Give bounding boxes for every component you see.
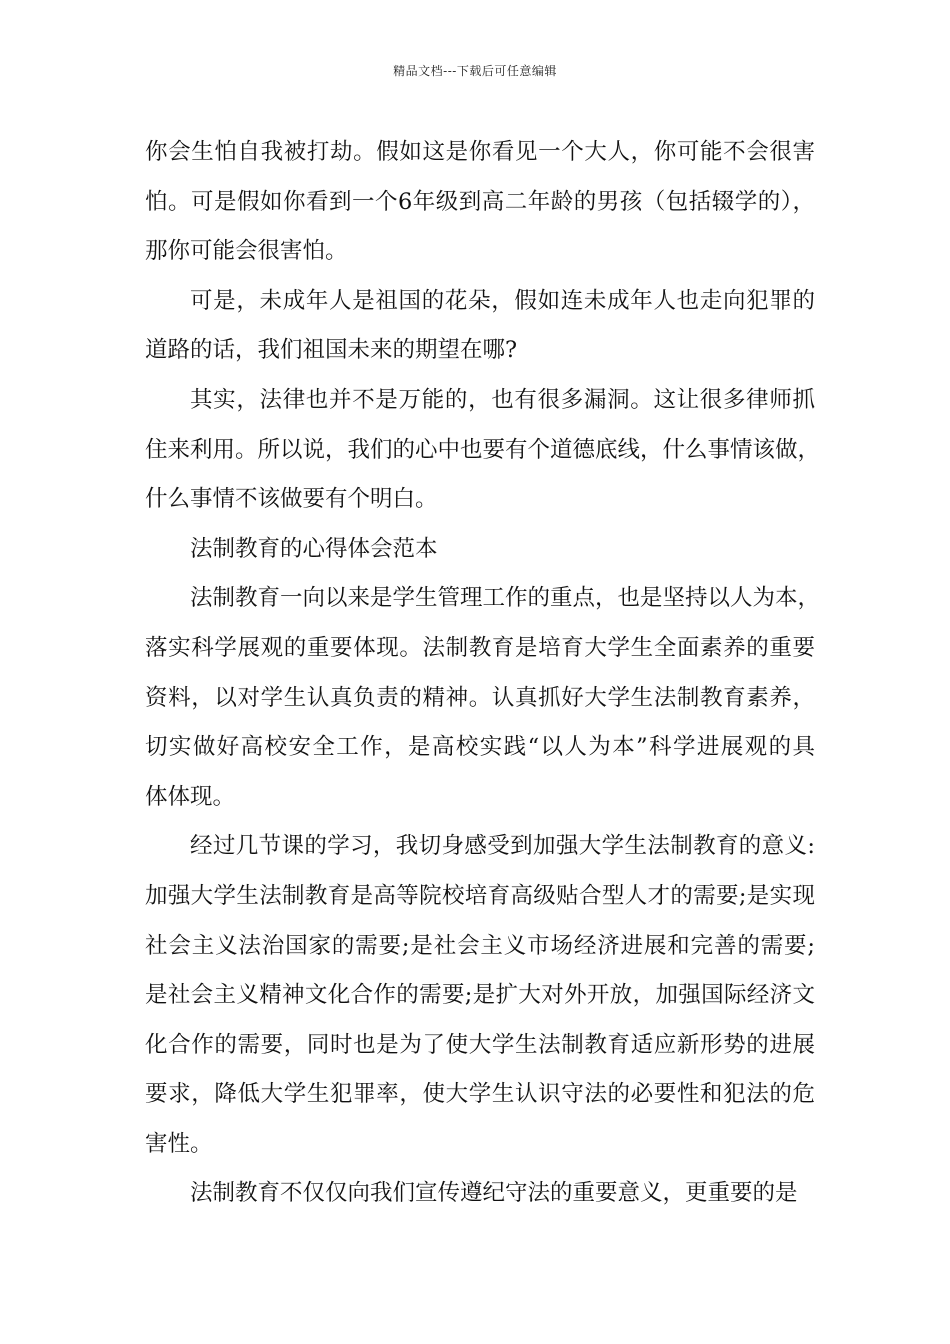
text-line: 体体现。 <box>145 783 236 810</box>
paragraph <box>145 822 815 1169</box>
text-line: 加强大学生法制教育是高等院校培育高级贴合型人才的需要;是实现 <box>145 882 815 909</box>
text-line: 社会主义法治国家的需要;是社会主义市场经济进展和完善的需要; <box>145 932 815 959</box>
text-line: 化合作的需要，同时也是为了使大学生法制教育适应新形势的进展 <box>145 1031 815 1058</box>
text-line: 法制教育一向以来是学生管理工作的重点，也是坚持以人为本， <box>190 585 821 612</box>
text-line: 你会生怕自我被打劫。假如这是你看见一个大人，你可能不会很害 <box>145 139 815 165</box>
text-line: 资料，以对学生认真负责的精神。认真抓好大学生法制教育素养， <box>145 684 815 711</box>
text-line: 害性。 <box>145 1130 213 1157</box>
text-line: 道路的话，我们祖国未来的期望在哪? <box>145 337 518 364</box>
text-line: 那你可能会很害怕。 <box>145 238 348 265</box>
text-line: 可是，未成年人是祖国的花朵，假如连未成年人也走向犯罪的 <box>190 287 815 314</box>
page-header: 精品文档---下载后可任意编辑 <box>393 64 557 78</box>
paragraph <box>145 574 821 822</box>
text-line: 住来利用。所以说，我们的心中也要有个道德底线，什么事情该做， <box>145 436 821 463</box>
paragraph <box>145 128 815 277</box>
text-line: 落实科学展观的重要体现。法制教育是培育大学生全面素养的重要 <box>145 634 815 661</box>
text-line: 法制教育不仅仅向我们宣传遵纪守法的重要意义，更重要的是 <box>190 1180 798 1207</box>
text-line: 是社会主义精神文化合作的需要;是扩大对外开放，加强国际经济文 <box>145 982 815 1009</box>
text-line: 什么事情不该做要有个明白。 <box>145 486 438 513</box>
document-body <box>145 128 821 1219</box>
paragraph <box>145 525 815 575</box>
text-line: 法制教育的心得体会范本 <box>190 535 438 562</box>
text-line: 切实做好高校安全工作，是高校实践“以人为本”科学进展观的具 <box>145 734 815 761</box>
text-line: 怕。可是假如你看到一个6年级到高二年龄的男孩（包括辍学的）， <box>145 188 815 215</box>
text-line: 其实，法律也并不是万能的，也有很多漏洞。这让很多律师抓 <box>190 386 815 413</box>
text-line: 要求，降低大学生犯罪率，使大学生认识守法的必要性和犯法的危 <box>145 1081 815 1108</box>
paragraph <box>145 376 821 525</box>
text-line: 经过几节课的学习，我切身感受到加强大学生法制教育的意义: <box>190 833 815 860</box>
paragraph <box>145 277 815 376</box>
paragraph <box>145 1169 815 1219</box>
